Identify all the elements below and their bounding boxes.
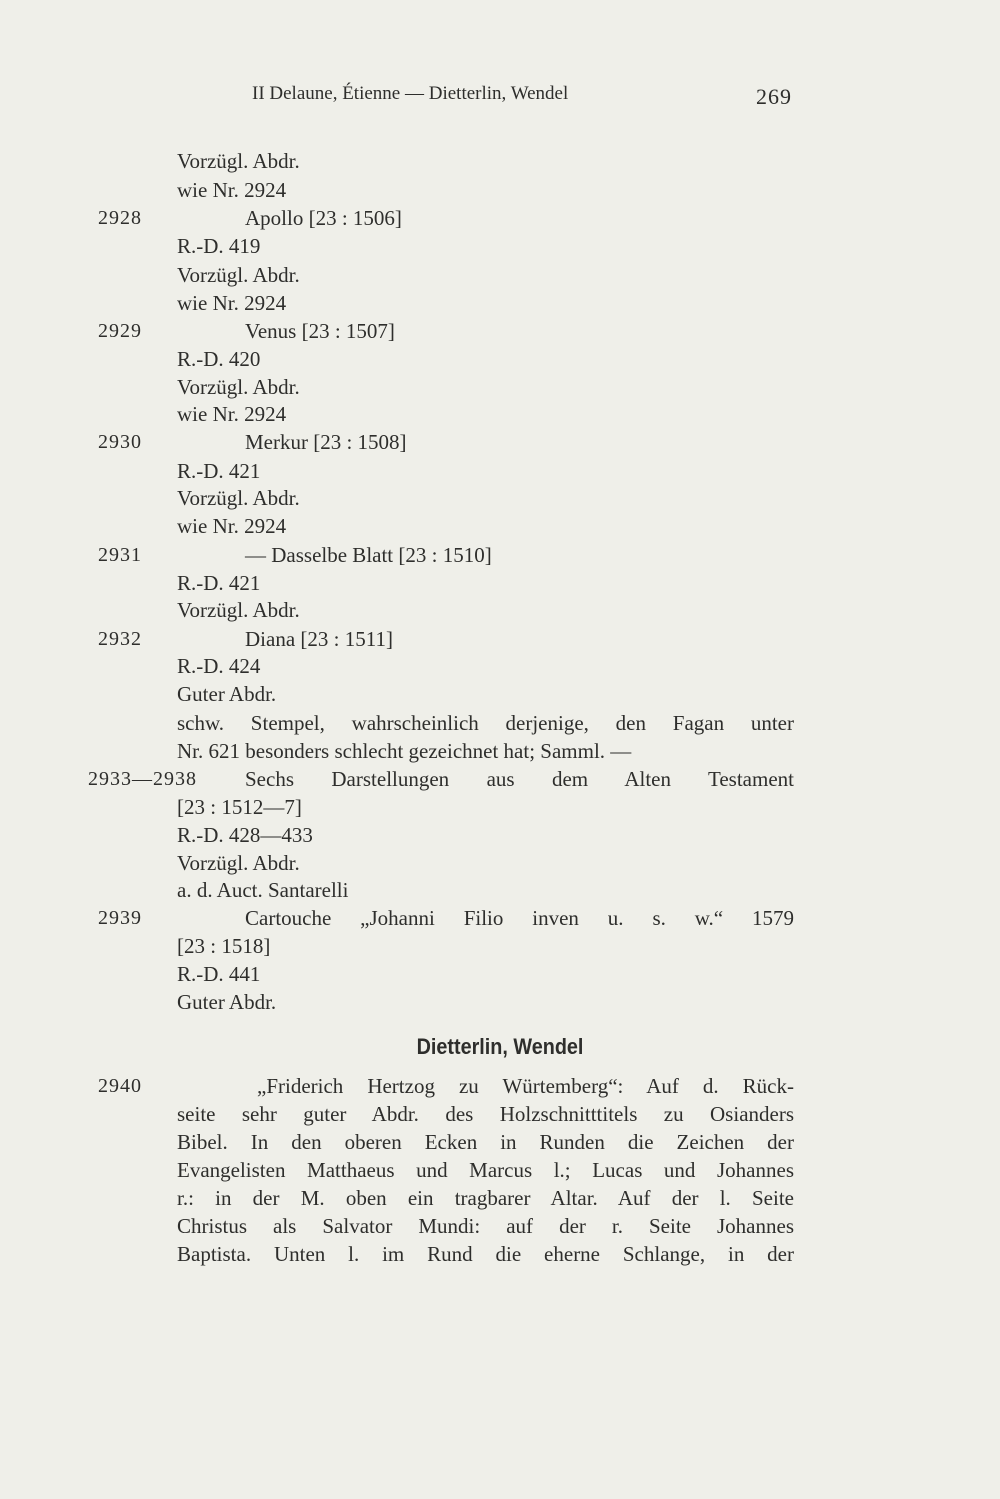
running-title: II Delaune, Étienne — Dietterlin, Wendel <box>252 83 569 104</box>
entry-line: wie Nr. 2924 <box>177 291 287 315</box>
entry-line: Vorzügl. Abdr. <box>177 149 300 173</box>
entry-title: Venus [23 : 1507] <box>245 319 395 343</box>
entry-number: 2931 <box>98 544 142 566</box>
entry-line: R.-D. 420 <box>177 347 261 371</box>
entry-line: R.-D. 419 <box>177 234 261 258</box>
entry-line: Baptista. Unten l. im Rund die eherne Schlange, in der <box>177 1242 794 1266</box>
entry-line: wie Nr. 2924 <box>177 402 287 426</box>
page-number: 269 <box>756 84 792 109</box>
entry-line: Guter Abdr. <box>177 682 277 706</box>
entry-line: r.: in der M. oben ein tragbarer Altar. Auf der l. Seite <box>177 1186 794 1210</box>
entry-title: Merkur [23 : 1508] <box>245 430 407 454</box>
entry-number: 2933—2938 <box>88 768 197 790</box>
entry-number: 2930 <box>98 431 142 453</box>
entry-number: 2940 <box>98 1075 142 1097</box>
entry-line: R.-D. 421 <box>177 459 261 483</box>
entry-title: Sechs Darstellungen aus dem Alten Testament <box>245 767 794 791</box>
entry-line: „Friderich Hertzog zu Würtemberg“: Auf d. Rück- <box>257 1074 794 1098</box>
entry-number: 2928 <box>98 207 142 229</box>
entry-line: seite sehr guter Abdr. des Holzschnitttitels zu Osianders <box>177 1102 794 1126</box>
entry-line: R.-D. 421 <box>177 571 261 595</box>
entry-title: Apollo [23 : 1506] <box>245 206 402 230</box>
entry-line: Vorzügl. Abdr. <box>177 375 300 399</box>
entry-line: Vorzügl. Abdr. <box>177 486 300 510</box>
entry-line: Nr. 621 besonders schlecht gezeichnet hat; Samml. — <box>177 739 632 763</box>
entry-line: Vorzügl. Abdr. <box>177 598 300 622</box>
entry-line: Vorzügl. Abdr. <box>177 851 300 875</box>
entry-line: Vorzügl. Abdr. <box>177 263 300 287</box>
entry-line: Bibel. In den oberen Ecken in Runden die Zeichen der <box>177 1130 794 1154</box>
entry-line: wie Nr. 2924 <box>177 178 287 202</box>
entry-line: a. d. Auct. Santarelli <box>177 878 349 902</box>
entry-line: R.-D. 424 <box>177 654 261 678</box>
entry-number: 2932 <box>98 628 142 650</box>
entry-number: 2929 <box>98 320 142 342</box>
entry-title: Diana [23 : 1511] <box>245 627 393 651</box>
entry-line: [23 : 1518] <box>177 934 271 958</box>
entry-number: 2939 <box>98 907 142 929</box>
entry-line: R.-D. 441 <box>177 962 261 986</box>
entry-line: wie Nr. 2924 <box>177 514 287 538</box>
entry-line: Guter Abdr. <box>177 990 277 1014</box>
entry-title: Cartouche „Johanni Filio inven u. s. w.“ 1579 <box>245 906 794 930</box>
entry-line: [23 : 1512—7] <box>177 795 302 819</box>
entry-line: Christus als Salvator Mundi: auf der r. Seite Johannes <box>177 1214 794 1238</box>
section-heading: Dietterlin, Wendel <box>416 1034 584 1059</box>
entry-title: — Dasselbe Blatt [23 : 1510] <box>245 543 492 567</box>
entry-line: schw. Stempel, wahrscheinlich derjenige, den Fagan unter <box>177 711 794 735</box>
entry-line: Evangelisten Matthaeus und Marcus l.; Lucas und Johannes <box>177 1158 794 1182</box>
entry-line: R.-D. 428—433 <box>177 823 313 847</box>
